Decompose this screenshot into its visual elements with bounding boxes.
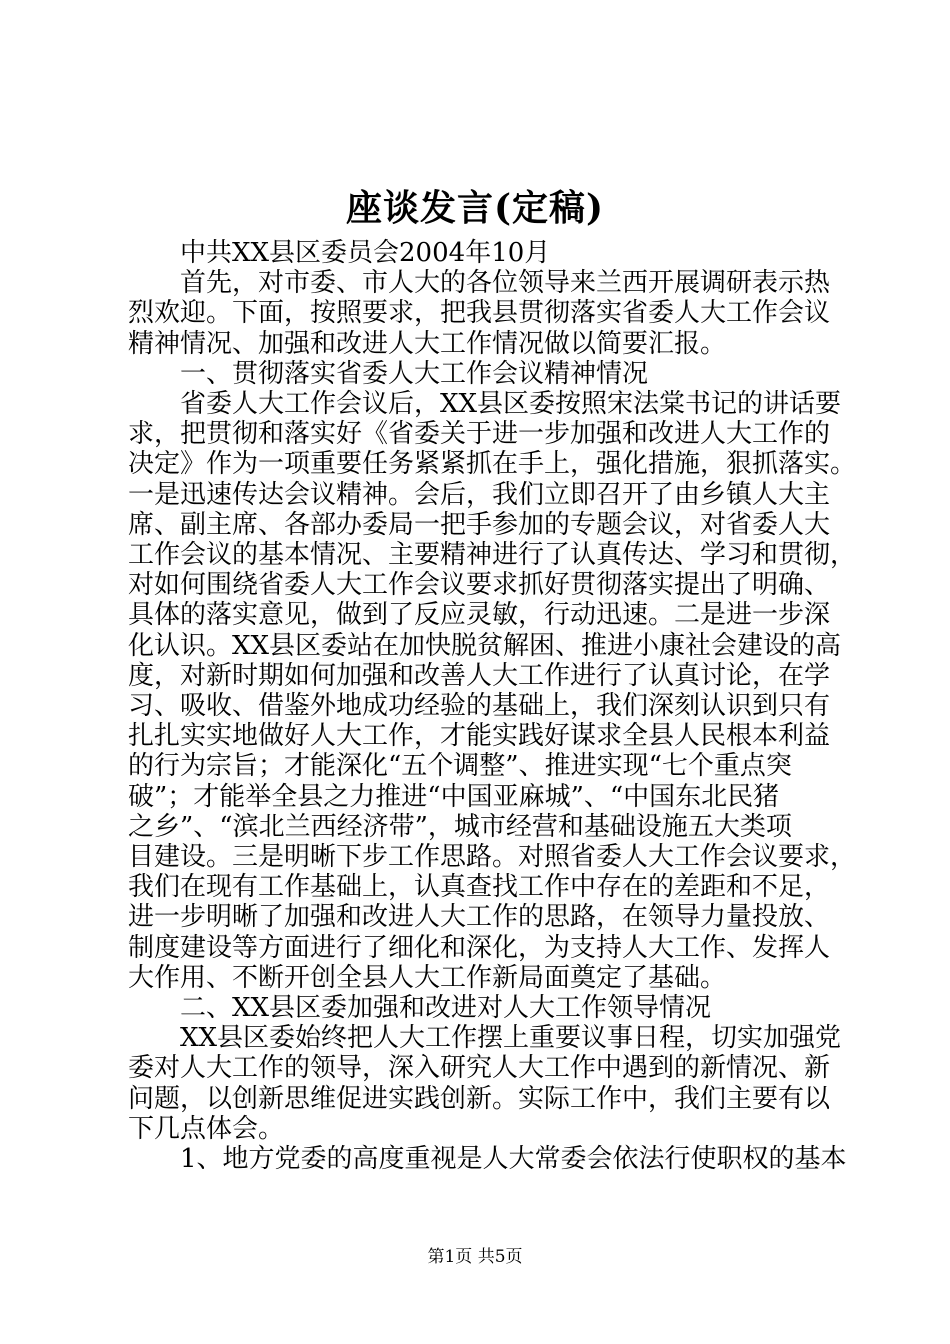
body-line: 席、副主席、各部办委局一把手参加的专题会议，对省委人大	[128, 510, 831, 540]
body-line: 决定》作为一项重要任务紧紧抓在手上，强化措施，狠抓落实。	[128, 449, 857, 479]
body-line: 省委人大工作会议后，XX县区委按照宋法棠书记的讲话要	[128, 389, 842, 419]
body-line: 下几点体会。	[128, 1114, 285, 1144]
body-line: 目建设。三是明晰下步工作思路。对照省委人大工作会议要求，	[128, 842, 857, 872]
body-line: 工作会议的基本情况、主要精神进行了认真传达、学习和贯彻，	[128, 540, 857, 570]
body-line: 大作用、不断开创全县人大工作新局面奠定了基础。	[128, 963, 727, 993]
body-line: 之乡”、“滨北兰西经济带”，城市经营和基础设施五大类项	[128, 812, 792, 842]
body-line: 制度建设等方面进行了细化和深化，为支持人大工作、发挥人	[128, 933, 831, 963]
body-line: 烈欢迎。下面，按照要求，把我县贯彻落实省委人大工作会议	[128, 298, 831, 328]
body-line: 精神情况、加强和改进人大工作情况做以简要汇报。	[128, 329, 727, 359]
body-line: XX县区委始终把人大工作摆上重要议事日程，切实加强党	[128, 1023, 842, 1053]
body-line: 委对人大工作的领导，深入研究人大工作中遇到的新情况、新	[128, 1053, 831, 1083]
body-line: 首先，对市委、市人大的各位领导来兰西开展调研表示热	[128, 268, 831, 298]
section-heading: 一、贯彻落实省委人大工作会议精神情况	[128, 359, 649, 389]
document-title: 座谈发言(定稿)	[345, 187, 605, 229]
body-line: 度，对新时期如何加强和改善人大工作进行了认真讨论，在学	[128, 661, 831, 691]
body-line: 问题，以创新思维促进实践创新。实际工作中，我们主要有以	[128, 1084, 831, 1114]
body-line: 的行为宗旨；才能深化“五个调整”、推进实现“七个重点突	[128, 751, 792, 781]
body-line: 中共XX县区委员会2004年10月	[128, 238, 551, 268]
body-line: 化认识。XX县区委站在加快脱贫解困、推进小康社会建设的高	[128, 631, 842, 661]
body-line: 求，把贯彻和落实好《省委关于进一步加强和改进人大工作的	[128, 419, 831, 449]
body-line: 1、地方党委的高度重视是人大常委会依法行使职权的基本	[128, 1144, 847, 1174]
page-number-footer: 第1页 共5页	[427, 1247, 523, 1267]
body-line: 一是迅速传达会议精神。会后，我们立即召开了由乡镇人大主	[128, 480, 831, 510]
body-line: 我们在现有工作基础上，认真查找工作中存在的差距和不足，	[128, 872, 831, 902]
body-line: 破”；才能举全县之力推进“中国亚麻城”、“中国东北民猪	[128, 782, 780, 812]
body-line: 进一步明晰了加强和改进人大工作的思路，在领导力量投放、	[128, 902, 831, 932]
body-line: 具体的落实意见，做到了反应灵敏，行动迅速。二是进一步深	[128, 600, 831, 630]
body-line: 习、吸收、借鉴外地成功经验的基础上，我们深刻认识到只有	[128, 691, 831, 721]
body-line: 扎扎实实地做好人大工作，才能实践好谋求全县人民根本利益	[128, 721, 831, 751]
body-line: 对如何围绕省委人大工作会议要求抓好贯彻落实提出了明确、	[128, 570, 831, 600]
section-heading: 二、XX县区委加强和改进对人大工作领导情况	[128, 993, 712, 1023]
